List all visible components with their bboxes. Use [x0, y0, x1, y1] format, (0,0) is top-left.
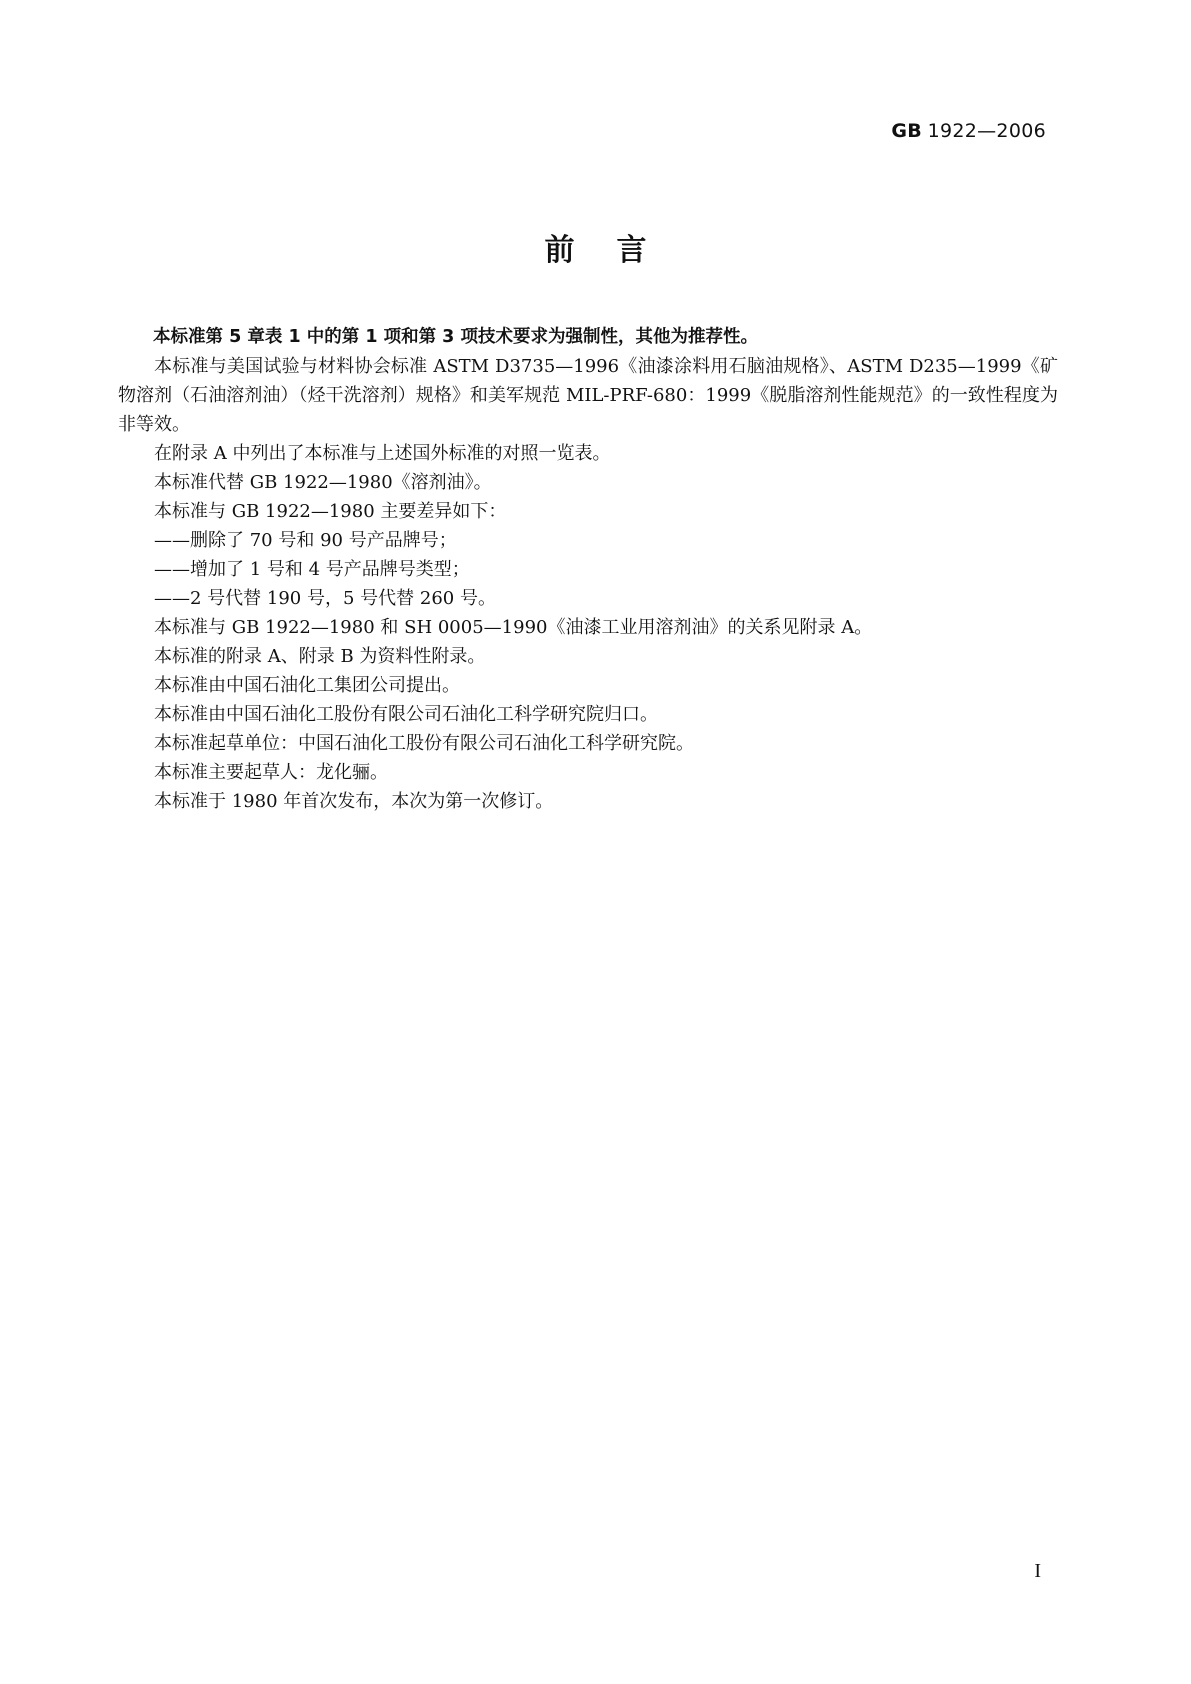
difference-list-item: ——删除了 70 号和 90 号产品牌号；: [154, 530, 457, 551]
drafting-unit-paragraph: 本标准起草单位：中国石油化工股份有限公司石油化工科学研究院。: [154, 733, 694, 754]
page-title: 前言: [544, 233, 689, 268]
standard-prefix: GB: [891, 120, 923, 142]
foreword-body: [118, 323, 1058, 816]
relationship-paragraph: 本标准与 GB 1922—1980 和 SH 0005—1990《油漆工业用溶剂油》的关系见附录 A。: [154, 617, 873, 638]
difference-list-item: ——2 号代替 190 号，5 号代替 260 号。: [154, 588, 496, 609]
page-number: I: [1034, 1560, 1041, 1582]
history-paragraph: 本标准于 1980 年首次发布，本次为第一次修订。: [154, 791, 554, 812]
appendix-type-paragraph: 本标准的附录 A、附录 B 为资料性附录。: [154, 646, 486, 667]
drafter-paragraph: 本标准主要起草人：龙化骊。: [154, 762, 388, 783]
administrator-paragraph: 本标准由中国石油化工股份有限公司石油化工科学研究院归口。: [154, 704, 658, 725]
proposer-paragraph: 本标准由中国石油化工集团公司提出。: [154, 675, 460, 696]
appendix-a-note-paragraph: 在附录 A 中列出了本标准与上述国外标准的对照一览表。: [154, 443, 611, 464]
difference-list-item: ——增加了 1 号和 4 号产品牌号类型；: [154, 559, 470, 580]
standard-number: 1922—2006: [927, 120, 1046, 142]
standard-code-header: [891, 118, 1046, 143]
replacement-paragraph: 本标准代替 GB 1922—1980《溶剂油》。: [154, 472, 492, 493]
mandatory-clause-paragraph: 本标准第 5 章表 1 中的第 1 项和第 3 项技术要求为强制性，其他为推荐性。: [153, 327, 758, 347]
equivalence-paragraph: 本标准与美国试验与材料协会标准 ASTM D3735—1996《油漆涂料用石脑油规格》、ASTM D235—1999《矿物溶剂（石油溶剂油）（烃干洗溶剂）规格》和美军规范 MIL-PRF-680：1999《脱脂溶剂性能规范》的一致性程度为非等效。: [118, 356, 1058, 435]
differences-intro-paragraph: 本标准与 GB 1922—1980 主要差异如下：: [154, 501, 507, 522]
